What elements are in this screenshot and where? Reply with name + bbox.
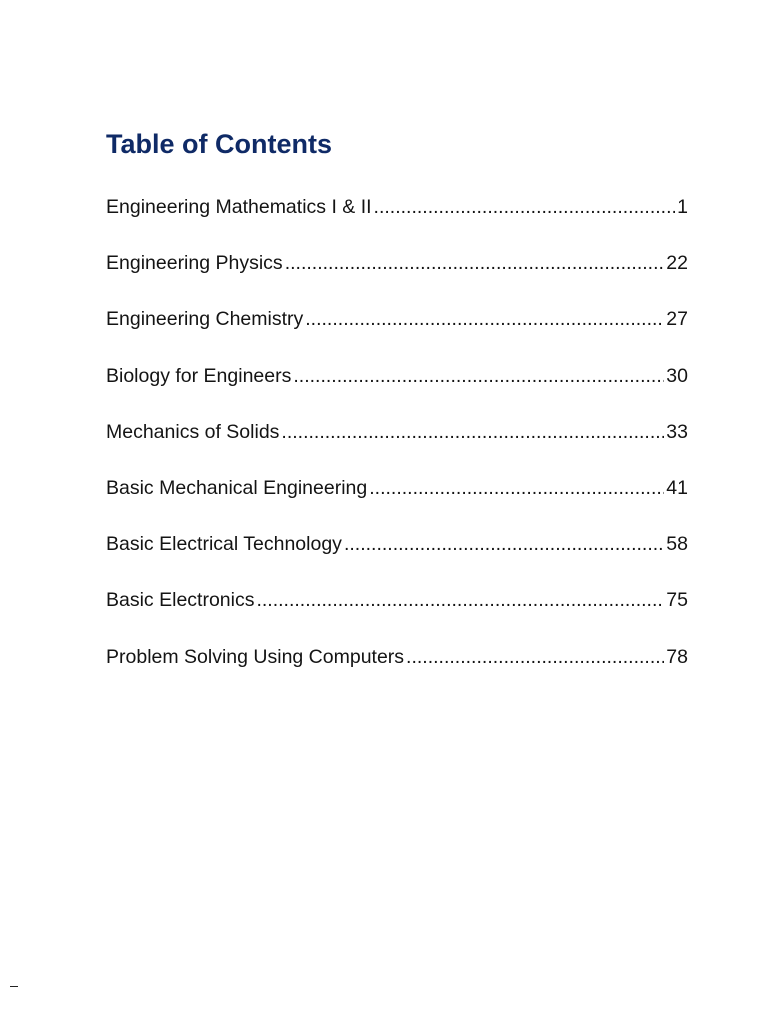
toc-entry-page: 30 <box>666 364 688 387</box>
toc-entry-page: 33 <box>666 420 688 443</box>
toc-entry-basic-mechanical-engineering[interactable] <box>106 473 688 529</box>
toc-entry-page: 75 <box>666 589 688 612</box>
toc-entry-page: 27 <box>666 308 688 331</box>
toc-entry-engineering-chemistry[interactable] <box>106 304 688 360</box>
table-of-contents <box>106 192 688 698</box>
toc-entry-title: Basic Electrical Technology <box>106 533 342 556</box>
toc-entry-title: Engineering Physics <box>106 252 283 275</box>
toc-dot-leader <box>344 529 664 559</box>
toc-dot-leader <box>281 417 664 447</box>
toc-dot-leader <box>369 473 664 503</box>
toc-entry-title: Biology for Engineers <box>106 364 292 387</box>
page-corner-mark <box>10 986 18 987</box>
toc-entry-mechanics-of-solids[interactable] <box>106 417 688 473</box>
toc-entry-title: Problem Solving Using Computers <box>106 645 405 668</box>
toc-entry-page: 1 <box>677 196 688 218</box>
toc-entry-basic-electrical-technology[interactable] <box>106 529 688 585</box>
toc-entry-biology-for-engineers[interactable] <box>106 361 688 417</box>
toc-dot-leader <box>293 361 664 391</box>
page-title: Table of Contents <box>106 129 332 159</box>
toc-dot-leader <box>305 304 664 334</box>
toc-dot-leader <box>374 192 676 222</box>
toc-entry-title: Engineering Chemistry <box>106 308 304 331</box>
toc-entry-problem-solving-using-computers[interactable] <box>106 642 688 698</box>
toc-dot-leader <box>256 585 664 615</box>
toc-dot-leader <box>285 248 665 278</box>
toc-entry-title: Basic Electronics <box>106 589 255 612</box>
toc-entry-page: 78 <box>666 645 688 668</box>
toc-entry-title: Mechanics of Solids <box>106 420 280 443</box>
toc-entry-title: Basic Mechanical Engineering <box>106 476 368 499</box>
toc-entry-engineering-physics[interactable] <box>106 248 688 304</box>
toc-entry-title: Engineering Mathematics I & II <box>106 196 372 218</box>
toc-entry-basic-electronics[interactable] <box>106 585 688 641</box>
toc-dot-leader <box>406 642 664 672</box>
toc-entry-page: 41 <box>666 476 688 499</box>
toc-entry-engineering-mathematics[interactable] <box>106 192 688 248</box>
toc-entry-page: 58 <box>666 533 688 556</box>
toc-entry-page: 22 <box>666 252 688 275</box>
